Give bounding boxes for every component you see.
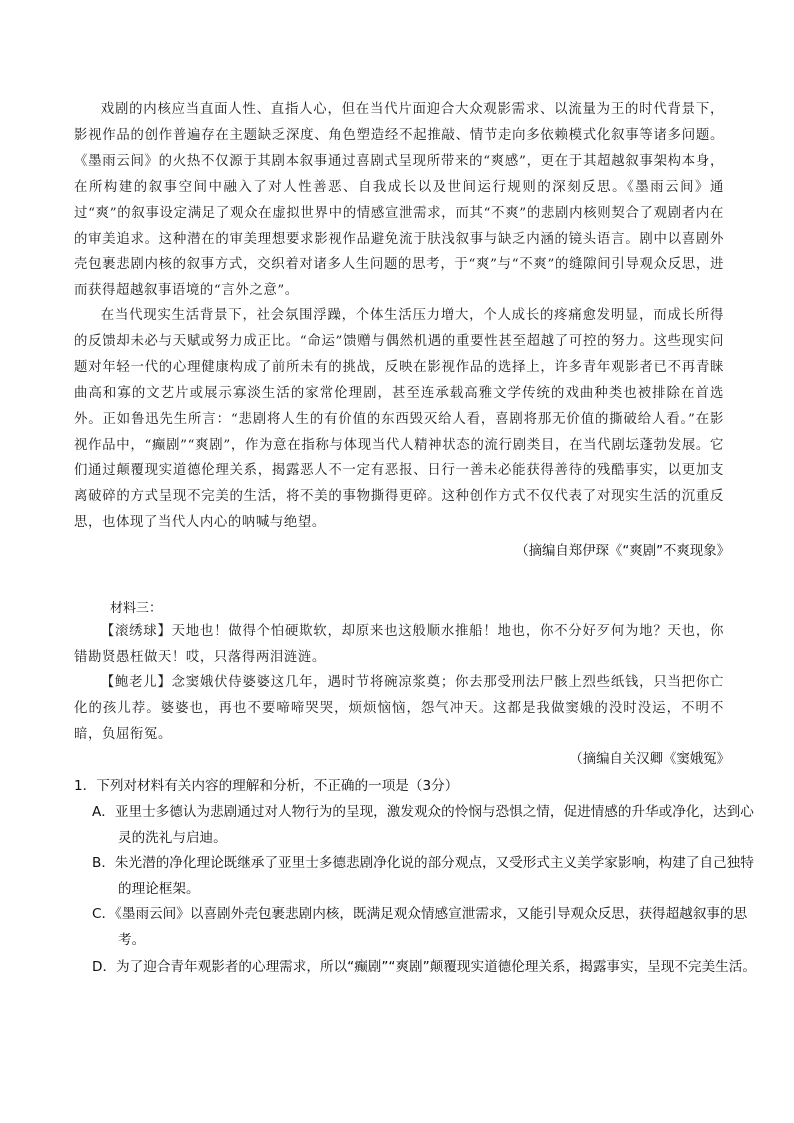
question-stem: 1．下列对材料有关内容的理解和分析，不正确的一项是（3分） xyxy=(74,778,459,794)
material3-title: 材料三： xyxy=(110,601,163,616)
material2-paragraph-2: 在当代现实生活背景下，社会氛围浮躁，个体生活压力增大，个人成长的疼痛愈发明显，而成长所得的反馈却未必与天赋或努力成正比。“命运”馈赠与偶然机遇的重要性甚至超越了可控的努力。这些现实问题对年轻一代的心理健康构成了前所未有的挑战，反映在影视作品的选择上，许多青年观影者已不再青睐曲高和寡的文艺片或展示寡淡生活的家常伦理剧，甚至连承载高雅文学传统的戏曲种类也被排除在首选外。正如鲁迅先生所言：“悲剧将人生的有价值的东西毁灭给人看，喜剧将那无价值的撕破给人看。”在影视作品中，“癫剧”“爽剧”，作为意在指称与体现当代人精神状态的流行剧类目，在当代剧坛蓬勃发展。它们通过颠覆现实道德伦理关系，揭露恶人不一定有恶报、日行一善未必能获得善待的残酷事实，以更加支离破碎的方式呈现不完美的生活，将不美的事物撕得更碎。这种创作方式不仅代表了对现实生活的沉重反思，也体现了当代人内心的呐喊与绝望。 xyxy=(74,308,725,531)
material2-source: （摘编自郑伊琛《“爽剧”不爽现象》 xyxy=(515,544,730,559)
option-b: B．朱光潜的净化理论既继承了亚里士多德悲剧净化说的部分观点，又受形式主义美学家影响，构建了自己独特的理论框架。 xyxy=(92,855,754,897)
option-c: C．《墨雨云间》以喜剧外壳包裹悲剧内核，既满足观众情感宣泄需求，又能引导观众反思，获得超越叙事的思考。 xyxy=(92,906,748,948)
material3-aria-baolaoer: 【鲍老儿】念窦娥伏侍婆婆这几年，遇时节将碗凉浆奠；你去那受刑法尸骸上烈些纸钱，只当把你亡化的孩儿荐。婆婆也，再也不要啼啼哭哭，烦烦恼恼，怨气冲天。这都是我做窦娥的没时没运，不明不暗，负屈衔冤。 xyxy=(74,675,724,742)
material3-source: （摘编自关汉卿《窦娥冤》 xyxy=(569,752,730,767)
option-d: D．为了迎合青年观影者的心理需求，所以“癫剧”“爽剧”颠覆现实道德伦理关系，揭露事实，呈现不完美生活。 xyxy=(92,959,756,975)
material2-paragraph-1: 戏剧的内核应当直面人性、直指人心，但在当代片面迎合大众观影需求、以流量为王的时代背景下，影视作品的创作普遍存在主题缺乏深度、角色塑造经不起推敲、情节走向多依赖模式化叙事等诸多问题。《墨雨云间》的火热不仅源于其剧本叙事通过喜剧式呈现所带来的“爽感”，更在于其超越叙事架构本身，在所构建的叙事空间中融入了对人性善恶、自我成长以及世间运行规则的深刻反思。《墨雨云间》通过“爽”的叙事设定满足了观众在虚拟世界中的情感宣泄需求，而其“不爽”的悲剧内核则契合了观剧者内在的审美追求。这种潜在的审美理想要求影视作品避免流于肤浅叙事与缺乏内涵的镜头语言。剧中以喜剧外壳包裹悲剧内核的叙事方式，交织着对诸多人生问题的思考，于“爽”与“不爽”的缝隙间引导观众反思，进而获得超越叙事语境的“言外之意”。 xyxy=(74,102,724,299)
material3-aria-gunxiuqiu: 【滚绣球】天地也！做得个怕硬欺软，却原来也这般顺水推船！地也，你不分好歹何为地？天也，你错勘贤愚枉做天！哎，只落得两泪涟涟。 xyxy=(74,624,724,665)
option-a: A．亚里士多德认为悲剧通过对人物行为的呈现，激发观众的怜悯与恐惧之情，促进情感的升华或净化，达到心灵的洗礼与启迪。 xyxy=(92,804,754,846)
